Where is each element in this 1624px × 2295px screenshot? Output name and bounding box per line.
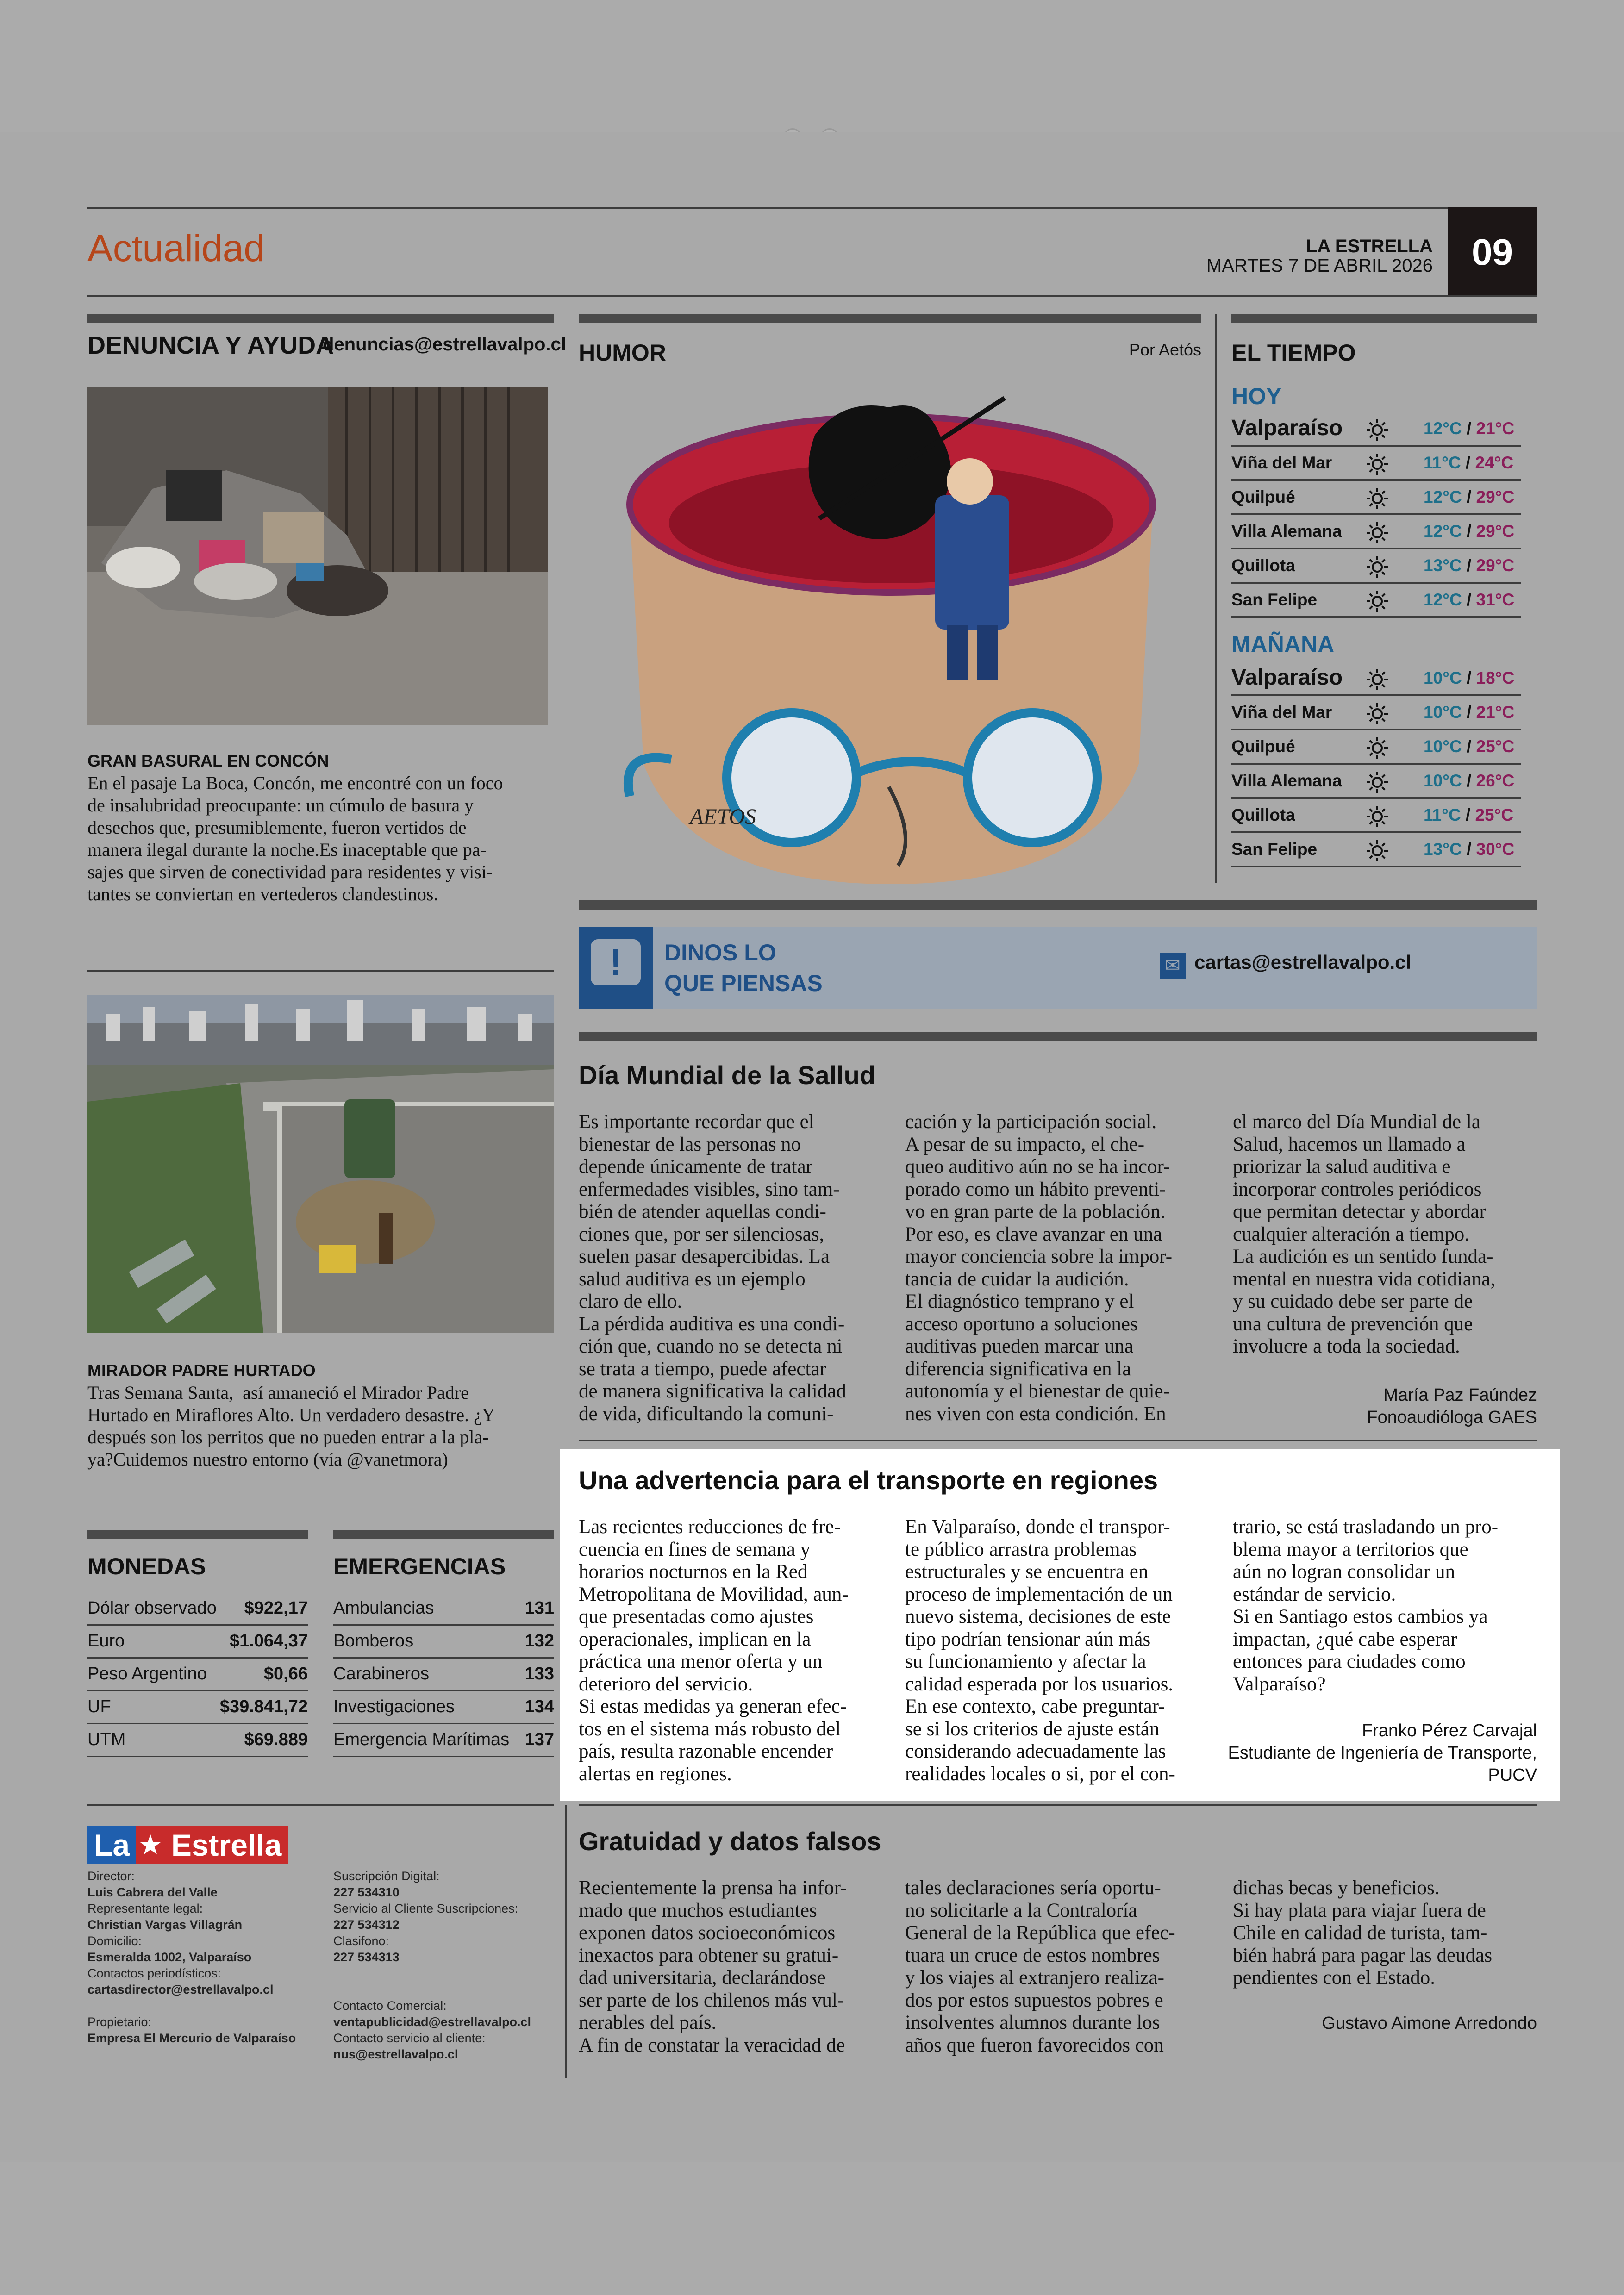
- weather-row: [1231, 766, 1521, 798]
- weather-row-divider: [1231, 616, 1521, 618]
- sun-icon: [1363, 666, 1391, 693]
- temp-separator: /: [1462, 522, 1476, 541]
- paper-name-label: LA ESTRELLA: [1305, 236, 1433, 256]
- weather-temps: [1424, 556, 1514, 575]
- weather-temps: [1424, 590, 1514, 610]
- sun-icon: [1363, 768, 1391, 796]
- emergencias-row: [333, 1595, 554, 1622]
- logo-estrella: Estrella: [165, 1826, 288, 1864]
- cli-label: Contacto servicio al cliente:: [333, 2031, 486, 2045]
- monedas-divider: [87, 1690, 308, 1691]
- emergencias-value: 131: [525, 1598, 554, 1618]
- letter3-author: Gustavo Aimone Arredondo: [1322, 2014, 1537, 2033]
- temp-separator: /: [1461, 453, 1475, 472]
- weather-row: [1231, 482, 1521, 514]
- temp-high: 21°C: [1476, 419, 1515, 438]
- monedas-row: [87, 1595, 308, 1622]
- dinos-top-bar: [579, 900, 1537, 910]
- speech-bubble-icon: !: [591, 939, 641, 985]
- monedas-name: Peso Argentino: [87, 1664, 207, 1684]
- monedas-value: $39.841,72: [219, 1697, 308, 1716]
- sun-icon: [1363, 485, 1391, 512]
- weather-row: [1231, 663, 1521, 695]
- temp-high: 21°C: [1476, 703, 1515, 722]
- temp-separator: /: [1462, 419, 1476, 438]
- sun-icon: [1363, 450, 1391, 478]
- issue-date: MARTES 7 DE ABRIL 2026: [1206, 256, 1433, 276]
- temp-low: 12°C: [1424, 590, 1462, 609]
- monedas-row: [87, 1726, 308, 1754]
- sun-icon: [1363, 700, 1391, 728]
- humor-cartoon: [602, 370, 1181, 884]
- weather-temps: [1424, 840, 1514, 859]
- weather-row-divider: [1231, 763, 1521, 765]
- viewer-bottom-bar: [0, 2162, 1624, 2295]
- svc-label: Servicio al Cliente Suscripciones:: [333, 1902, 518, 1915]
- director-name: Luis Cabrera del Valle: [87, 1885, 218, 1899]
- monedas-name: Dólar observado: [87, 1598, 217, 1618]
- letter2-title: Una advertencia para el transporte en regiones: [579, 1466, 1158, 1495]
- weather-temps: [1424, 805, 1513, 825]
- masthead-vertical-rule: [565, 1805, 567, 2078]
- letter1-bottom-rule: [579, 1440, 1537, 1441]
- letter2-role2: PUCV: [1488, 1765, 1537, 1785]
- rep-name: Christian Vargas Villagrán: [87, 1918, 243, 1932]
- emergencias-top-bar: [333, 1530, 554, 1539]
- weather-row: [1231, 413, 1521, 446]
- envelope-icon: ✉: [1160, 953, 1186, 979]
- owner-label: Propietario:: [87, 2015, 152, 2029]
- humor-top-bar: [579, 314, 1201, 323]
- weather-vertical-rule: [1215, 314, 1217, 883]
- trash-photo: [87, 387, 548, 725]
- letter1-author: María Paz Faúndez: [1383, 1385, 1537, 1405]
- letter2-bottom-rule: [579, 1804, 1537, 1806]
- la-estrella-logo: [87, 1826, 288, 1864]
- page-number: 09: [1448, 207, 1537, 297]
- monedas-value: $69.889: [244, 1730, 308, 1749]
- viewer-top-bar: [0, 0, 1624, 132]
- temp-separator: /: [1462, 556, 1476, 575]
- weather-city: Quillota: [1231, 805, 1295, 824]
- temp-low: 10°C: [1424, 771, 1462, 790]
- emergencias-divider: [333, 1723, 554, 1724]
- emergencias-name: Emergencia Marítimas: [333, 1730, 510, 1749]
- emergencias-title: EMERGENCIAS: [333, 1553, 506, 1579]
- humor-author: Por Aetós: [1129, 340, 1201, 359]
- monedas-name: UF: [87, 1697, 111, 1716]
- sun-icon: [1363, 416, 1391, 444]
- emergencias-name: Bomberos: [333, 1631, 414, 1651]
- weather-temps: [1424, 771, 1514, 791]
- weather-city: Villa Alemana: [1231, 771, 1342, 790]
- emergencias-row: [333, 1693, 554, 1721]
- temp-high: 25°C: [1476, 737, 1515, 756]
- emergencias-name: Ambulancias: [333, 1598, 434, 1618]
- dinos-email[interactable]: cartas@estrellavalpo.cl: [1194, 951, 1412, 973]
- sun-icon: [1363, 803, 1391, 830]
- weather-city: Valparaíso: [1231, 665, 1343, 690]
- emergencias-divider: [333, 1624, 554, 1626]
- letter2-col1: Las recientes reducciones de fre- cuencia en fines de semana y horarios nocturnos en la Red Metropolitana de Movilidad, aun- que presentadas como ajustes operacionales, implican en la práctica una menor oferta y un deterioro del servicio. Si estas medidas ya generan efec- tos en el sistema más robusto del país, resulta razonable encender alertas en regiones.: [579, 1516, 849, 1785]
- contact-label: Contactos periodísticos:: [87, 1966, 221, 1980]
- weather-row-divider: [1231, 831, 1521, 833]
- section-title: Actualidad: [87, 227, 265, 269]
- masthead-right: [333, 1868, 551, 2063]
- emergencias-value: 134: [525, 1697, 554, 1716]
- sun-icon: [1363, 519, 1391, 547]
- monedas-row: [87, 1660, 308, 1688]
- letter1-col1: Es importante recordar que el bienestar de las personas no depende únicamente de tratar enfermedades visibles, sino tam- bién de atender aquellas condi- ciones que, por ser silenciosas, suelen pasar desapercibidas. La salud auditiva es un ejemplo claro de ello. La pérdida auditiva es una condi- ción que, cuando no se detecta ni se trata a tiempo, puede afectar de manera significativa la calidad de vida, dificultando la comuni-: [579, 1111, 846, 1425]
- temp-low: 11°C: [1424, 453, 1461, 472]
- temp-high: 31°C: [1476, 590, 1515, 609]
- logo-la: La: [87, 1826, 136, 1864]
- denuncia-item1-text: En el pasaje La Boca, Concón, me encontré con un foco de insalubridad preocupante: un cúmulo de basura y desechos que, presumiblemente, fueron vertidos de manera ilegal durante la noche.Es inaceptable que pa- sajes que sirven de conectividad para residentes y visi- tantes se conviertan en vertederos clandestinos.: [87, 773, 503, 904]
- sun-icon: [1363, 553, 1391, 581]
- letter3-col3: dichas becas y beneficios. Si hay plata para viajar fuera de Chile en calidad de turista, tam- bién habrá para pagar las deudas pendientes con el Estado.: [1233, 1877, 1492, 1989]
- emergencias-divider: [333, 1657, 554, 1659]
- logo-star-icon: ★: [136, 1826, 165, 1864]
- denuncia-item2-text: Tras Semana Santa, así amaneció el Mirador Padre Hurtado en Miraflores Alto. Un verdadero desastre. ¿Y después son los perritos que no pueden entrar a la pla- ya?Cuidemos nuestro entorno (vía @vanetmora): [87, 1382, 495, 1470]
- monedas-name: Euro: [87, 1631, 125, 1651]
- temp-low: 12°C: [1424, 522, 1462, 541]
- weather-city: Quilpué: [1231, 487, 1295, 506]
- monedas-divider: [87, 1756, 308, 1757]
- temp-high: 29°C: [1476, 487, 1515, 506]
- emergencias-value: 133: [525, 1664, 554, 1684]
- weather-temps: [1424, 668, 1514, 688]
- weather-city: Valparaíso: [1231, 416, 1343, 440]
- address-label: Domicilio:: [87, 1934, 142, 1948]
- weather-temps: [1424, 703, 1514, 722]
- temp-separator: /: [1462, 771, 1476, 790]
- temp-high: 26°C: [1476, 771, 1515, 790]
- weather-temps: [1424, 453, 1513, 473]
- rep-label: Representante legal:: [87, 1902, 203, 1915]
- clas-phone: 227 534313: [333, 1950, 400, 1964]
- monedas-row: [87, 1628, 308, 1655]
- weather-row: [1231, 731, 1521, 764]
- monedas-value: $922,17: [244, 1598, 308, 1618]
- sun-icon: [1363, 837, 1391, 865]
- letter1-col2: cación y la participación social. A pesar de su impacto, el che- queo auditivo aún no se ha incor- porado como un hábito preventi- vo en gran parte de la población. Por eso, es clave avanzar en una mayor conciencia sobre la impor- tancia de cuidar la audición. El diagnóstico temprano y el acceso oportuno a soluciones auditivas pueden marcar una diferencia significativa en la autonomía y el bienestar de quie- nes viven con esta condición. En: [905, 1111, 1173, 1425]
- weather-city: Villa Alemana: [1231, 522, 1342, 541]
- temp-separator: /: [1462, 590, 1476, 609]
- temp-separator: /: [1462, 668, 1476, 687]
- temp-high: 24°C: [1475, 453, 1514, 472]
- denuncias-divider: [87, 970, 554, 972]
- weather-temps: [1424, 737, 1514, 756]
- weather-row-divider: [1231, 866, 1521, 867]
- temp-separator: /: [1462, 703, 1476, 722]
- temp-high: 18°C: [1476, 668, 1515, 687]
- weather-tomorrow-label: MAÑANA: [1231, 631, 1335, 657]
- weather-row: [1231, 800, 1521, 832]
- weather-row: [1231, 697, 1521, 730]
- temp-high: 25°C: [1475, 805, 1514, 824]
- weather-title: EL TIEMPO: [1231, 340, 1356, 366]
- letter3-col1: Recientemente la prensa ha infor- mado que muchos estudiantes exponen datos socioeconómicos inexactos para obtener su gratui- dad universitaria, declarándose ser parte de los chilenos más vul- nerables del país. A fin de constatar la veracidad de: [579, 1877, 847, 2056]
- sub-label: Suscripción Digital:: [333, 1869, 440, 1883]
- mirador-photo: [87, 995, 554, 1333]
- weather-top-bar: [1231, 314, 1537, 323]
- temp-low: 10°C: [1424, 737, 1462, 756]
- weather-row-divider: [1231, 479, 1521, 481]
- temp-low: 10°C: [1424, 668, 1462, 687]
- letter2-signature: [1185, 1720, 1537, 1786]
- denuncias-email[interactable]: denuncias@estrellavalpo.cl: [323, 334, 566, 355]
- weather-city: Viña del Mar: [1231, 703, 1332, 722]
- contact-email[interactable]: cartasdirector@estrellavalpo.cl: [87, 1983, 274, 1996]
- monedas-name: UTM: [87, 1730, 126, 1749]
- temp-separator: /: [1462, 840, 1476, 859]
- letter1-signature: [1231, 1384, 1537, 1428]
- director-label: Director:: [87, 1869, 135, 1883]
- letter2-author: Franko Pérez Carvajal: [1362, 1721, 1537, 1740]
- monedas-top-bar: [87, 1530, 308, 1539]
- monedas-title: MONEDAS: [87, 1553, 206, 1579]
- denuncia-item1-title: GRAN BASURAL EN CONCÓN: [87, 751, 329, 770]
- weather-temps: [1424, 419, 1514, 438]
- emergencias-value: 137: [525, 1730, 554, 1749]
- letter3-col2: tales declaraciones sería oportu- no solicitarle a la Contraloría General de la República que efec- tuara un cruce de estos nombres y los viajes al extranjero realiza- dos por estos supuestos pobres e insolventes alumnos durante los años que fueron favorecidos con: [905, 1877, 1175, 2056]
- letter2-role1: Estudiante de Ingeniería de Transporte,: [1228, 1743, 1537, 1763]
- com-label: Contacto Comercial:: [333, 1999, 447, 2013]
- temp-low: 11°C: [1424, 805, 1461, 824]
- monedas-row: [87, 1693, 308, 1721]
- emergencias-value: 132: [525, 1631, 554, 1651]
- weather-temps: [1424, 487, 1514, 507]
- letter1-col3: el marco del Día Mundial de la Salud, hacemos un llamado a priorizar la salud auditiva e incorporar controles periódicos que permitan detectar y abordar cualquier alteración a tiempo. La audición es un sentido funda- mental en nuestra vida cotidiana, y su cuidado debe ser parte de una cultura de prevención que involucre a toda la sociedad.: [1233, 1111, 1496, 1357]
- sub-phone: 227 534310: [333, 1885, 400, 1899]
- weather-city: Quilpué: [1231, 737, 1295, 756]
- dinos-icon-block: [579, 927, 653, 1009]
- sun-icon: [1363, 734, 1391, 762]
- weather-row: [1231, 585, 1521, 617]
- temp-high: 29°C: [1476, 556, 1515, 575]
- letter2-col2: En Valparaíso, donde el transpor- te público arrastra problemas estructurales y se encuentra en proceso de implementación de un nuevo sistema, decisiones de este tipo podrían tensionar aún más su funcionamiento y afectar la calidad esperada por los usuarios. En ese contexto, cabe preguntar- se si los criterios de ajuste están considerando adecuadamente las realidades locales o si, por el con-: [905, 1516, 1175, 1785]
- weather-row: [1231, 550, 1521, 583]
- com-email[interactable]: ventapublicidad@estrellavalpo.cl: [333, 2015, 531, 2029]
- cartoon-signature: AETOS: [690, 804, 756, 829]
- clas-label: Clasifono:: [333, 1934, 389, 1948]
- emergencias-name: Investigaciones: [333, 1697, 455, 1716]
- weather-city: San Felipe: [1231, 840, 1318, 859]
- temp-separator: /: [1462, 487, 1476, 506]
- denuncia-item2-title: MIRADOR PADRE HURTADO: [87, 1361, 316, 1380]
- weather-row: [1231, 448, 1521, 480]
- monedas-divider: [87, 1657, 308, 1659]
- dinos-banner: [579, 927, 1537, 1009]
- masthead-top-rule: [87, 1804, 554, 1806]
- letter1-top-bar: [579, 1032, 1537, 1041]
- denuncias-top-bar: [87, 314, 554, 323]
- dinos-label: DINOS LO QUE PIENSAS: [664, 940, 823, 996]
- monedas-value: $0,66: [263, 1664, 308, 1684]
- weather-row-divider: [1231, 729, 1521, 730]
- emergencias-row: [333, 1628, 554, 1655]
- emergencias-row: [333, 1660, 554, 1688]
- temp-low: 12°C: [1424, 487, 1462, 506]
- emergencias-name: Carabineros: [333, 1664, 429, 1684]
- temp-low: 12°C: [1424, 419, 1462, 438]
- monedas-divider: [87, 1624, 308, 1626]
- weather-row-divider: [1231, 694, 1521, 696]
- emergencias-divider: [333, 1690, 554, 1691]
- monedas-divider: [87, 1723, 308, 1724]
- temp-separator: /: [1461, 805, 1475, 824]
- weather-row-divider: [1231, 548, 1521, 549]
- masthead-left: [87, 1868, 319, 2046]
- address: Esmeralda 1002, Valparaíso: [87, 1950, 252, 1964]
- temp-low: 13°C: [1424, 840, 1462, 859]
- humor-title: HUMOR: [579, 340, 666, 366]
- weather-today-label: HOY: [1231, 383, 1282, 409]
- temp-low: 13°C: [1424, 556, 1462, 575]
- emergencias-row: [333, 1726, 554, 1754]
- header-top-rule: [87, 207, 1448, 209]
- weather-row: [1231, 516, 1521, 549]
- cli-email[interactable]: nus@estrellavalpo.cl: [333, 2047, 458, 2061]
- header-bottom-rule: [87, 295, 1537, 297]
- temp-separator: /: [1462, 737, 1476, 756]
- temp-high: 29°C: [1476, 522, 1515, 541]
- denuncias-title: DENUNCIA Y AYUDA: [87, 331, 334, 359]
- emergencias-divider: [333, 1756, 554, 1757]
- letter3-title: Gratuidad y datos falsos: [579, 1827, 881, 1856]
- letter2-col3: trario, se está trasladando un pro- blema mayor a territorios que aún no logran consolidar un estándar de servicio. Si en Santiago estos cambios ya impactan, ¿qué cabe esperar entonces para ciudades como Valparaíso?: [1233, 1516, 1499, 1695]
- temp-low: 10°C: [1424, 703, 1462, 722]
- owner: Empresa El Mercurio de Valparaíso: [87, 2031, 296, 2045]
- weather-row-divider: [1231, 582, 1521, 584]
- monedas-value: $1.064,37: [229, 1631, 308, 1651]
- sun-icon: [1363, 587, 1391, 615]
- letter1-title: Día Mundial de la Sallud: [579, 1060, 875, 1090]
- svc-phone: 227 534312: [333, 1918, 400, 1932]
- weather-temps: [1424, 522, 1514, 541]
- weather-city: San Felipe: [1231, 590, 1318, 609]
- weather-row-divider: [1231, 513, 1521, 515]
- weather-row-divider: [1231, 797, 1521, 799]
- letter1-role: Fonoaudióloga GAES: [1367, 1408, 1537, 1427]
- weather-city: Quillota: [1231, 556, 1295, 575]
- weather-city: Viña del Mar: [1231, 453, 1332, 472]
- weather-row: [1231, 834, 1521, 867]
- weather-row-divider: [1231, 445, 1521, 447]
- temp-high: 30°C: [1476, 840, 1515, 859]
